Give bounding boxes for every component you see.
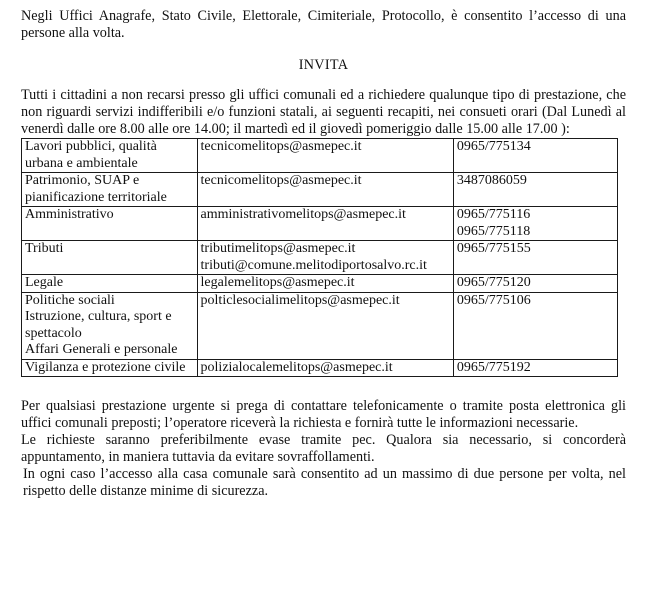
office-name: Lavori pubblici, qualità urbana e ambientale [25, 139, 157, 171]
email-address: polizialocalemelitops@asmepec.it [200, 359, 393, 375]
table-row [22, 292, 618, 359]
email-cell [197, 275, 453, 293]
office-cell [22, 292, 198, 359]
email-cell [197, 207, 453, 241]
table-row [22, 173, 618, 207]
email-address: tributi@comune.melitodiportosalvo.rc.it [200, 257, 427, 273]
phone-cell [453, 292, 617, 359]
email-cell [197, 359, 453, 377]
email-address: amministrativomelitops@asmepec.it [200, 207, 406, 222]
footer-paragraph-access: In ogni caso l’accesso alla casa comunale sarà consentito ad un massimo di due persone per volta, nel rispetto delle distanze minime di sicurezza. [23, 466, 626, 499]
office-name: Amministrativo [25, 207, 114, 222]
table-row [22, 241, 618, 275]
email-cell [197, 292, 453, 359]
contacts-table [21, 138, 618, 377]
email-address: tecnicomelitops@asmepec.it [200, 139, 362, 154]
office-name: Legale [25, 275, 64, 290]
phone-cell [453, 359, 617, 377]
office-cell [22, 139, 198, 173]
email-cell [197, 241, 453, 275]
phone-number: 0965/775120 [456, 275, 531, 290]
phone-cell [453, 173, 617, 207]
table-row [22, 359, 618, 377]
office-cell [22, 275, 198, 293]
phone-cell [453, 207, 617, 241]
contacts-table-body [22, 139, 618, 377]
heading-invita: INVITA [298, 57, 349, 73]
office-name: Vigilanza e protezione civile [25, 359, 186, 375]
phone-cell [453, 241, 617, 275]
email-address: polticlesocialimelitops@asmepec.it [200, 292, 400, 308]
office-name: Tributi [25, 241, 64, 256]
email-address: legalemelitops@asmepec.it [200, 275, 355, 290]
phone-number: 0965/775155 [456, 241, 531, 256]
office-name: Affari Generali e personale [25, 342, 178, 357]
phone-number: 3487086059 [456, 173, 527, 188]
intro-paragraph: Negli Uffici Anagrafe, Stato Civile, Elettorale, Cimiteriale, Protocollo, è consentito l’accesso di una persone alla volta. [21, 8, 626, 41]
office-name: Istruzione, cultura, sport e spettacolo [25, 309, 172, 341]
office-cell [22, 359, 198, 377]
phone-number: 0965/775106 [456, 292, 531, 308]
office-cell [22, 207, 198, 241]
phone-cell [453, 275, 617, 293]
phone-number: 0965/775118 [456, 223, 531, 239]
email-cell [197, 173, 453, 207]
invita-paragraph: Tutti i cittadini a non recarsi presso gli uffici comunali ed a richiedere qualunque tipo di prestazione, che non riguardi servizi indifferibili e/o funzioni statali, ai seguenti recapiti, nei consueti orari (Dal Lunedì al venerdì dalle ore 8.00 alle ore 14.00; il martedì ed il giovedì pomeriggio dalle 15.00 alle 17.00 ): [21, 87, 626, 137]
email-address: tecnicomelitops@asmepec.it [200, 173, 362, 188]
office-name: Politiche sociali [25, 292, 115, 308]
office-cell [22, 241, 198, 275]
table-row [22, 275, 618, 293]
footer-text [21, 398, 626, 500]
email-cell [197, 139, 453, 173]
table-row [22, 139, 618, 173]
table-row [22, 207, 618, 241]
email-address: tributimelitops@asmepec.it [200, 241, 356, 256]
phone-number: 0965/775192 [456, 359, 531, 375]
phone-number: 0965/775134 [456, 139, 531, 154]
office-cell [22, 173, 198, 207]
phone-cell [453, 139, 617, 173]
footer-paragraph-pec: Le richieste saranno preferibilmente evase tramite pec. Qualora sia necessario, si concorderà appuntamento, in maniera tuttavia da evitare sovraffollamenti. [21, 432, 626, 465]
office-name: Patrimonio, SUAP e pianificazione territoriale [25, 173, 167, 205]
footer-paragraph-urgent: Per qualsiasi prestazione urgente si prega di contattare telefonicamente o tramite posta elettronica gli uffici comunali preposti; l’operatore riceverà la richiesta e fornirà tutte le informazioni necessarie. [21, 398, 626, 431]
phone-number: 0965/775116 [456, 207, 531, 222]
